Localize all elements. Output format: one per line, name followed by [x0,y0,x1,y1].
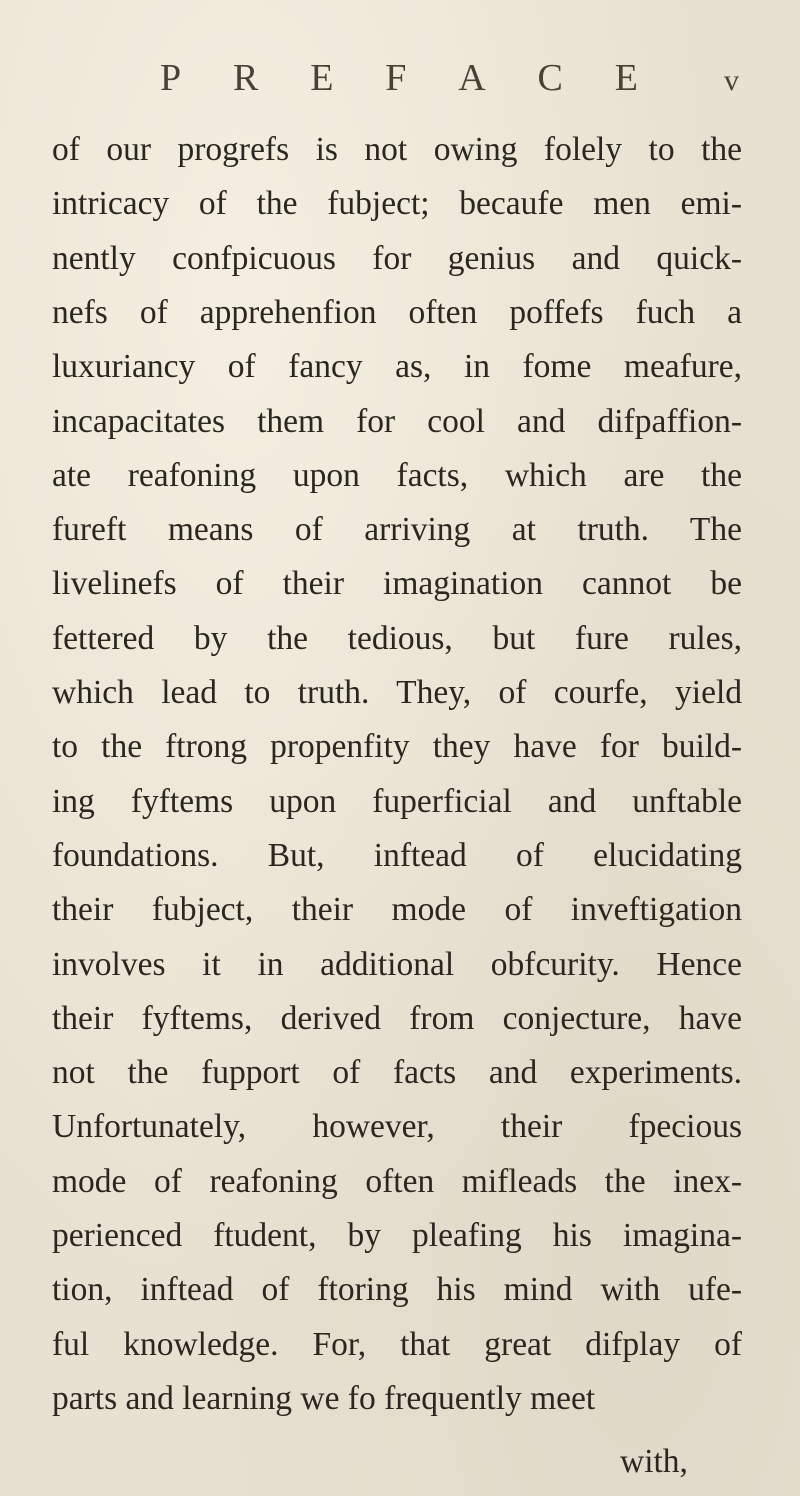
text-line: parts and learning we fo frequently meet [52,1379,596,1417]
text-line: livelinefs of their imagination cannot be [52,565,742,603]
text-line: mode of reafoning often mifleads the inex- [52,1162,742,1200]
running-head-letter: C [537,57,565,99]
running-head-letter: E [310,57,336,99]
text-line: which lead to truth. They, of courfe, yield [52,674,742,711]
text-line: nefs of apprehenfion often poffefs fuch a [52,293,742,331]
text-line: tion, inftead of ftoring his mind with ufe- [52,1271,742,1309]
text-line: perienced ftudent, by pleafing his imagina- [52,1217,742,1254]
text-line: to the ftrong propenfity they have for build- [52,728,742,766]
text-line: involves it in additional obfcurity. Hence [52,945,742,983]
text-line: their fubject, their mode of inveftigation [52,891,742,929]
catchword: with, [620,1443,688,1481]
running-head [160,56,640,100]
text-line: ing fyftems upon fuperficial and unftable [52,782,742,820]
text-line: Unfortunately, however, their fpecious [52,1108,742,1146]
text-line: fettered by the tedious, but fure rules, [52,619,742,657]
text-line: incapacitates them for cool and difpaffion- [52,402,742,440]
running-head-letter: E [614,57,640,99]
running-head-letter: P [160,57,184,99]
text-line: of our progrefs is not owing folely to the [52,131,742,168]
page-number: v [724,64,739,97]
running-head-letter: F [385,57,409,99]
text-line: not the fupport of facts and experiments. [52,1054,742,1092]
text-line: nently confpicuous for genius and quick- [52,239,742,277]
text-line: ful knowledge. For, that great difplay of [52,1325,742,1363]
running-head-letter: A [458,57,488,99]
text-line: intricacy of the fubject; becaufe men emi- [52,185,742,223]
text-line: foundations. But, inftead of elucidating [52,836,742,874]
text-line: ate reafoning upon facts, which are the [52,456,742,494]
text-line: luxuriancy of fancy as, in fome meafure, [52,348,742,386]
running-head-letter: R [232,57,261,99]
text-line: their fyftems, derived from conjecture, have [52,999,742,1037]
text-line: fureft means of arriving at truth. The [52,511,742,549]
